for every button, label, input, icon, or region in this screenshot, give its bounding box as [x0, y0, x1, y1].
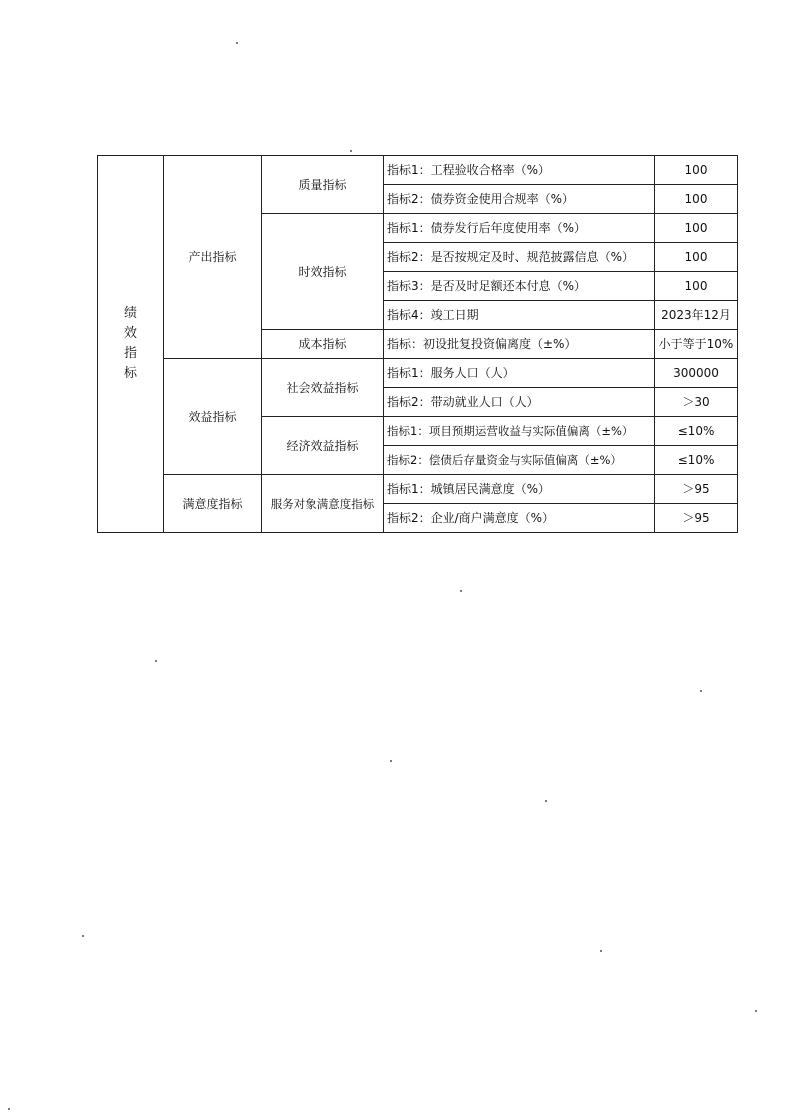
indicator-cell: 指标4：竣工日期 — [384, 301, 655, 330]
scan-speck — [755, 1010, 757, 1012]
value-cell: ≤10% — [655, 417, 738, 446]
scan-speck — [8, 1108, 10, 1110]
table-row — [98, 359, 738, 388]
indicator-cell: 指标3：是否及时足额还本付息（%） — [384, 272, 655, 301]
value-cell: 100 — [655, 243, 738, 272]
value-cell: 100 — [655, 185, 738, 214]
value-cell: 100 — [655, 272, 738, 301]
value-cell: ≤10% — [655, 446, 738, 475]
service-satisfaction-indicator-label: 服务对象满意度指标 — [270, 496, 375, 511]
indicator-cell: 指标2：债券资金使用合规率（%） — [384, 185, 655, 214]
indicator-cell: 指标1：服务人口（人） — [384, 359, 655, 388]
scan-speck — [460, 590, 462, 592]
table-row — [98, 475, 738, 504]
quality-indicator-label: 质量指标 — [298, 177, 347, 192]
satisfaction-indicator-label: 满意度指标 — [182, 496, 243, 511]
level1-label: 绩效指标 — [123, 306, 137, 381]
level1-cell — [98, 156, 164, 533]
table-row — [98, 156, 738, 185]
satisfaction-indicator-cell — [164, 475, 262, 533]
social-benefit-indicator-cell — [262, 359, 384, 417]
scan-speck — [600, 950, 602, 952]
value-cell: 100 — [655, 156, 738, 185]
indicator-cell: 指标1：城镇居民满意度（%） — [384, 475, 655, 504]
timeliness-indicator-label: 时效指标 — [298, 264, 347, 279]
quality-indicator-cell — [262, 156, 384, 214]
output-indicator-cell — [164, 156, 262, 359]
benefit-indicator-cell — [164, 359, 262, 475]
indicator-cell: 指标2：带动就业人口（人） — [384, 388, 655, 417]
scan-speck — [236, 42, 238, 44]
benefit-indicator-label: 效益指标 — [188, 409, 237, 424]
service-satisfaction-indicator-cell — [262, 475, 384, 533]
timeliness-indicator-cell — [262, 214, 384, 330]
indicator-cell: 指标：初设批复投资偏离度（±%） — [384, 330, 655, 359]
cost-indicator-label: 成本指标 — [298, 337, 347, 351]
scan-speck — [700, 690, 702, 692]
value-cell: 100 — [655, 214, 738, 243]
indicator-cell: 指标1：债券发行后年度使用率（%） — [384, 214, 655, 243]
performance-indicator-table — [97, 155, 738, 533]
indicator-cell: 指标1：项目预期运营收益与实际值偏离（±%） — [384, 417, 655, 446]
scan-speck — [155, 660, 157, 662]
economic-benefit-indicator-label: 经济效益指标 — [286, 438, 359, 453]
value-cell: 2023年12月 — [655, 301, 738, 330]
value-cell: ＞95 — [655, 504, 738, 533]
output-indicator-label: 产出指标 — [188, 250, 237, 264]
cost-indicator-cell — [262, 330, 384, 359]
indicator-cell: 指标2：企业/商户满意度（%） — [384, 504, 655, 533]
scan-speck — [545, 800, 547, 802]
indicator-cell: 指标2：偿债后存量资金与实际值偏离（±%） — [384, 446, 655, 475]
scan-speck — [82, 935, 84, 937]
indicator-cell: 指标2：是否按规定及时、规范披露信息（%） — [384, 243, 655, 272]
value-cell: ＞30 — [655, 388, 738, 417]
scan-speck — [390, 760, 392, 762]
social-benefit-indicator-label: 社会效益指标 — [286, 380, 359, 395]
value-cell: ＞95 — [655, 475, 738, 504]
value-cell: 小于等于10% — [655, 330, 738, 359]
indicator-cell: 指标1：工程验收合格率（%） — [384, 156, 655, 185]
value-cell: 300000 — [655, 359, 738, 388]
economic-benefit-indicator-cell — [262, 417, 384, 475]
scan-speck — [350, 150, 352, 152]
